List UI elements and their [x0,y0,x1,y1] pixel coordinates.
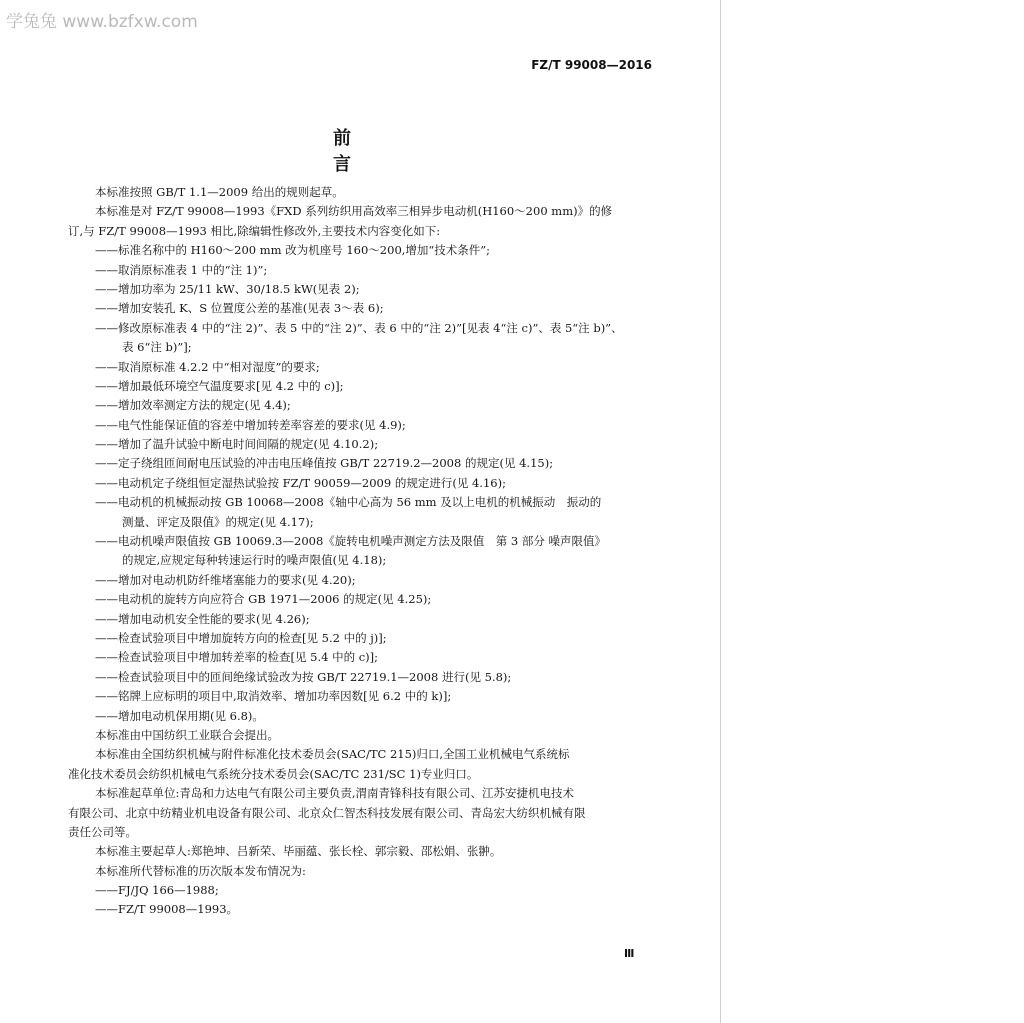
list-item: ——增加电动机保用期(见 6.8)。 [95,708,264,723]
paragraph-line: 本标准是对 FZ/T 99008—1993《FXD 系列纺织用高效率三相异步电动机(H160～200 mm)》的修 [95,204,613,219]
list-item: ——标准名称中的 H160～200 mm 改为机座号 160～200,增加“技术条件”; [95,243,491,258]
page-number: Ⅲ [624,947,635,960]
list-item: ——增加安装孔 K、S 位置度公差的基准(见表 3～表 6); [95,301,384,316]
list-item: ——定子绕组匝间耐电压试验的冲击电压峰值按 GB/T 22719.2—2008 的规定(见 4.15); [95,456,554,471]
list-item: ——FJ/JQ 166—1988; [95,883,219,898]
list-item: ——电动机噪声限值按 GB 10069.3—2008《旋转电机噪声测定方法及限值 第 3 部分 噪声限值》 [95,534,607,549]
list-item: ——增加最低环境空气温度要求[见 4.2 中的 c)]; [95,378,344,393]
paragraph-line: 本标准所代替标准的历次版本发布情况为: [95,863,306,878]
list-item: ——取消原标准 4.2.2 中“相对湿度”的要求; [95,359,320,374]
watermark: 学兔兔 www.bzfxw.com [6,12,198,32]
list-item: ——增加功率为 25/11 kW、30/18.5 kW(见表 2); [95,281,360,296]
list-item: ——检查试验项目中增加转差率的检查[见 5.4 中的 c)]; [95,650,379,665]
paragraph-continuation: 订,与 FZ/T 99008—1993 相比,除编辑性修改外,主要技术内容变化如下: [68,223,441,238]
list-item: ——增加对电动机防纤维堵塞能力的要求(见 4.20); [95,572,356,587]
foreword-body [68,183,655,920]
paragraph-continuation: 准化技术委员会纺织机械电气系统分技术委员会(SAC/TC 231/SC 1)专业归口。 [68,766,479,781]
list-item: ——FZ/T 99008—1993。 [95,902,239,917]
list-item: ——增加了温升试验中断电时间间隔的规定(见 4.10.2); [95,437,379,452]
list-item: ——修改原标准表 4 中的“注 2)”、表 5 中的“注 2)”、表 6 中的“注 2)”[见表 4“注 c)”、表 5“注 b)”、 [95,320,623,335]
paragraph-line: 本标准起草单位:青岛和力达电气有限公司主要负责,渭南青锋科技有限公司、江苏安捷机电技术 [95,786,575,801]
paragraph-continuation: 有限公司、北京中纺精业机电设备有限公司、北京众仁智杰科技发展有限公司、青岛宏大纺织机械有限 [68,805,586,820]
paragraph-line: 本标准按照 GB/T 1.1—2009 给出的规则起草。 [95,185,344,199]
list-item: ——电气性能保证值的容差中增加转差率容差的要求(见 4.9); [95,417,406,432]
list-item: ——检查试验项目中的匝间绝缘试验改为按 GB/T 22719.1—2008 进行(见 5.8); [95,669,512,684]
list-item: ——电动机定子绕组恒定湿热试验按 FZ/T 90059—2009 的规定进行(见 4.16); [95,475,506,490]
paragraph-line: 本标准主要起草人:郑艳坤、吕新荣、毕丽蕴、张长栓、郭宗毅、邵松娟、张翀。 [95,844,502,859]
list-item: ——电动机的旋转方向应符合 GB 1971—2006 的规定(见 4.25); [95,592,432,607]
list-item: ——电动机的机械振动按 GB 10068—2008《轴中心高为 56 mm 及以上电机的机械振动 振动的 [95,495,602,510]
list-item: ——增加效率测定方法的规定(见 4.4); [95,398,291,413]
list-item-continuation: 测量、评定及限值》的规定(见 4.17); [122,514,314,529]
list-item-continuation: 的规定,应规定每种转速运行时的噪声限值(见 4.18); [122,553,387,568]
list-item: ——检查试验项目中增加旋转方向的检查[见 5.2 中的 j)]; [95,630,387,645]
paragraph-line: 本标准由全国纺织机械与附件标准化技术委员会(SAC/TC 215)归口,全国工业机械电气系统标 [95,747,570,762]
list-item: ——取消原标准表 1 中的“注 1)”; [95,262,268,277]
paragraph-continuation: 责任公司等。 [68,824,137,839]
list-item: ——增加电动机安全性能的要求(见 4.26); [95,611,310,626]
page-title: 前 言 [333,128,387,175]
list-item: ——铭牌上应标明的项目中,取消效率、增加功率因数[见 6.2 中的 k)]; [95,689,452,704]
list-item-continuation: 表 6“注 b)”]; [122,340,192,355]
standard-code: FZ/T 99008—2016 [531,58,652,72]
paragraph-line: 本标准由中国纺织工业联合会提出。 [95,727,279,742]
viewer-blank-area [721,0,1024,1023]
